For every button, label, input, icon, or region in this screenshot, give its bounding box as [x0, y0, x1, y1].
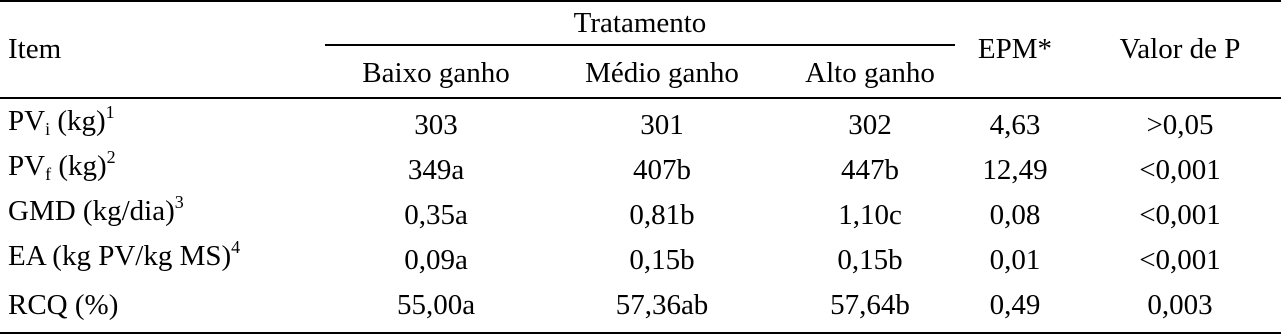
table-cell: 55,00a — [396, 289, 476, 321]
header-valor-p: Valor de P — [1119, 33, 1241, 65]
header-epm: EPM* — [977, 33, 1053, 65]
row-label: GMD $(kg/dia)^3$ — [8, 192, 184, 227]
table-cell: >0,05 — [1146, 109, 1214, 141]
row-label: $PV_i$ (kg)$^1$ — [8, 102, 115, 139]
table-cell: <0,001 — [1139, 199, 1221, 231]
header-tratamento: Tratamento — [573, 7, 707, 39]
table-cell: <0,001 — [1139, 154, 1221, 186]
table-cell: 447b — [841, 154, 899, 186]
table-cell: 303 — [414, 109, 458, 141]
table-cell: 0,003 — [1147, 289, 1213, 321]
tratamento-underline — [325, 44, 955, 46]
header-bottom-rule — [0, 97, 1281, 99]
table-cell: 0,09a — [404, 244, 468, 276]
table-cell: 302 — [848, 109, 892, 141]
row-label: RCQ (%) — [8, 289, 119, 321]
row-label: $PV_f$ (kg)$^2$ — [8, 147, 116, 184]
table-cell: 12,49 — [982, 154, 1048, 186]
header-item: Item — [8, 33, 62, 65]
table-cell: 0,15b — [837, 244, 903, 276]
table-cell: 407b — [633, 154, 691, 186]
table-cell: 0,15b — [629, 244, 695, 276]
header-group-medio: Médio ganho — [585, 57, 739, 89]
table-cell: 301 — [640, 109, 684, 141]
table-cell: 0,08 — [989, 199, 1041, 231]
table-cell: 0,01 — [989, 244, 1041, 276]
table-top-rule — [0, 0, 1281, 2]
table-cell: 57,36ab — [615, 289, 709, 321]
table-cell: 0,35a — [404, 199, 468, 231]
header-group-baixo: Baixo ganho — [362, 57, 510, 89]
table-cell: 57,64b — [830, 289, 910, 321]
table-cell: 0,49 — [989, 289, 1041, 321]
header-group-alto: Alto ganho — [805, 57, 935, 89]
table-cell: 1,10c — [838, 199, 902, 231]
table-cell: 0,81b — [629, 199, 695, 231]
table-bottom-rule — [0, 332, 1281, 334]
row-label: EA (kg PV/kg MS)$^4$ — [8, 237, 241, 272]
table-cell: 4,63 — [989, 109, 1041, 141]
table-cell: 349a — [407, 154, 465, 186]
table-cell: <0,001 — [1139, 244, 1221, 276]
